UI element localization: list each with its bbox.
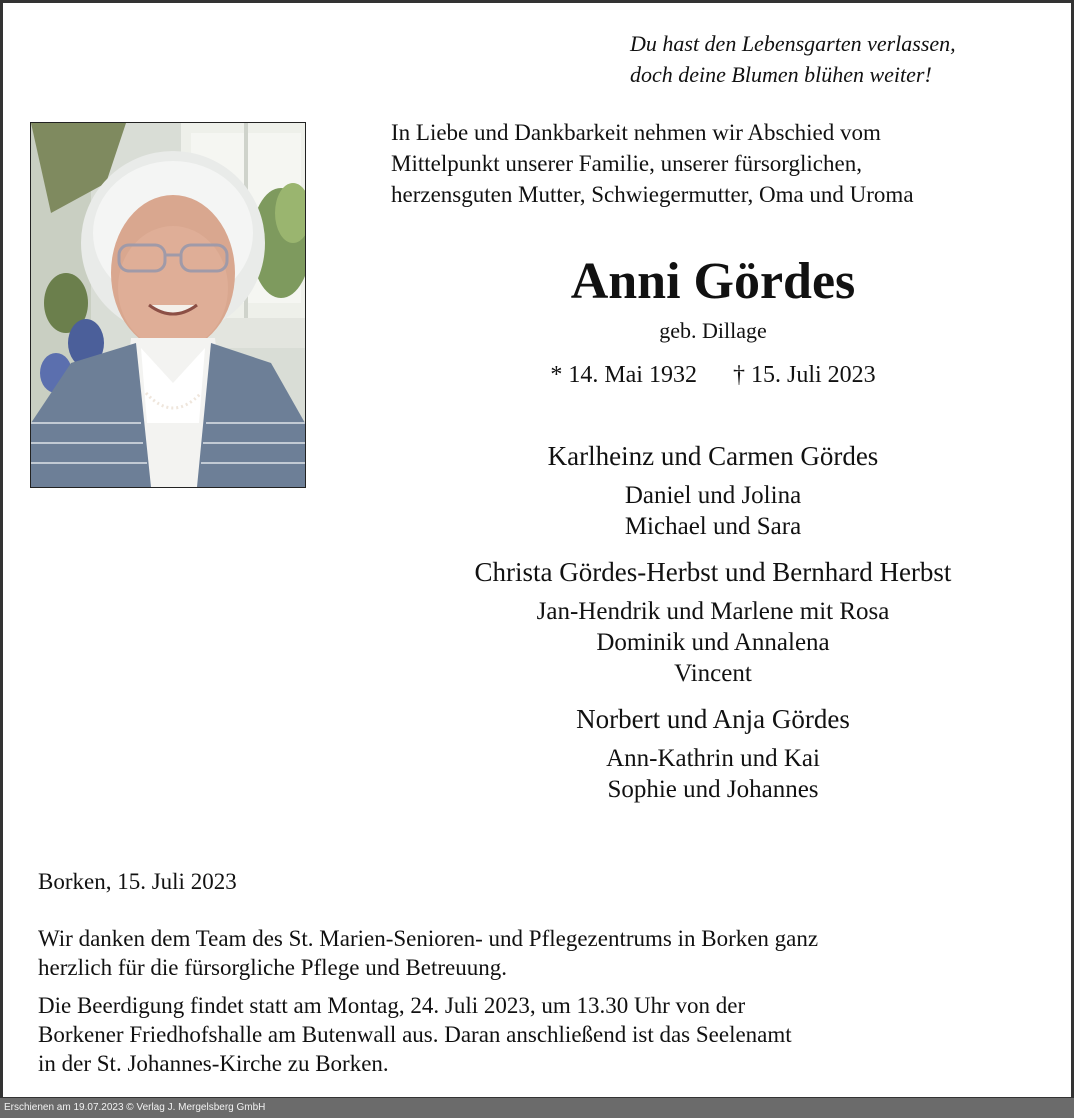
family-parent: Christa Gördes-Herbst und Bernhard Herbst <box>474 557 952 587</box>
funeral-line: Die Beerdigung findet statt am Montag, 24. Juli 2023, um 13.30 Uhr von der <box>38 993 746 1018</box>
funeral-paragraph <box>38 991 1038 1078</box>
funeral-line: Borkener Friedhofshalle am Butenwall aus. Daran anschließend ist das Seelenamt <box>38 1022 792 1047</box>
family-list <box>390 438 1036 805</box>
family-child: Michael und Sara <box>624 513 802 540</box>
family-group <box>390 438 1036 542</box>
family-child: Jan-Hendrik und Marlene mit Rosa <box>536 598 890 625</box>
motto-verse <box>630 28 1050 90</box>
thanks-line: herzlich für die fürsorgliche Pflege und Betreuung. <box>38 955 508 980</box>
thanks-paragraph <box>38 924 1038 982</box>
intro-line: Mittelpunkt unserer Familie, unserer fürsorglichen, <box>391 151 862 176</box>
death-date: † 15. Juli 2023 <box>732 362 876 388</box>
family-child: Ann-Kathrin und Kai <box>606 745 820 772</box>
deceased-name: Anni Gördes <box>570 253 856 310</box>
family-parent: Norbert und Anja Gördes <box>576 704 850 734</box>
family-group <box>390 554 1036 689</box>
family-child: Vincent <box>674 660 752 687</box>
thanks-line: Wir danken dem Team des St. Marien-Senioren- und Pflegezentrums in Borken ganz <box>38 926 819 951</box>
family-child: Daniel und Jolina <box>624 482 802 509</box>
funeral-line: in der St. Johannes-Kirche zu Borken. <box>38 1051 389 1076</box>
motto-line: Du hast den Lebensgarten verlassen, <box>630 31 956 56</box>
motto-line: doch deine Blumen blühen weiter! <box>630 62 932 87</box>
intro-text <box>391 117 1051 210</box>
birth-date: * 14. Mai 1932 <box>550 362 697 388</box>
intro-line: herzensguten Mutter, Schwiegermutter, Oma und Uroma <box>391 182 914 207</box>
family-parent: Karlheinz und Carmen Gördes <box>547 441 879 471</box>
publication-footer: Erschienen am 19.07.2023 © Verlag J. Mergelsberg GmbH <box>0 1098 1074 1118</box>
intro-line: In Liebe und Dankbarkeit nehmen wir Abschied vom <box>391 120 881 145</box>
family-group <box>390 701 1036 805</box>
family-child: Sophie und Johannes <box>607 776 819 803</box>
life-dates <box>390 359 1036 391</box>
family-child: Dominik und Annalena <box>596 629 830 656</box>
portrait-illustration <box>31 123 305 487</box>
portrait-photo <box>30 122 306 488</box>
birth-name: geb. Dillage <box>659 318 767 343</box>
place-date: Borken, 15. Juli 2023 <box>38 869 237 894</box>
